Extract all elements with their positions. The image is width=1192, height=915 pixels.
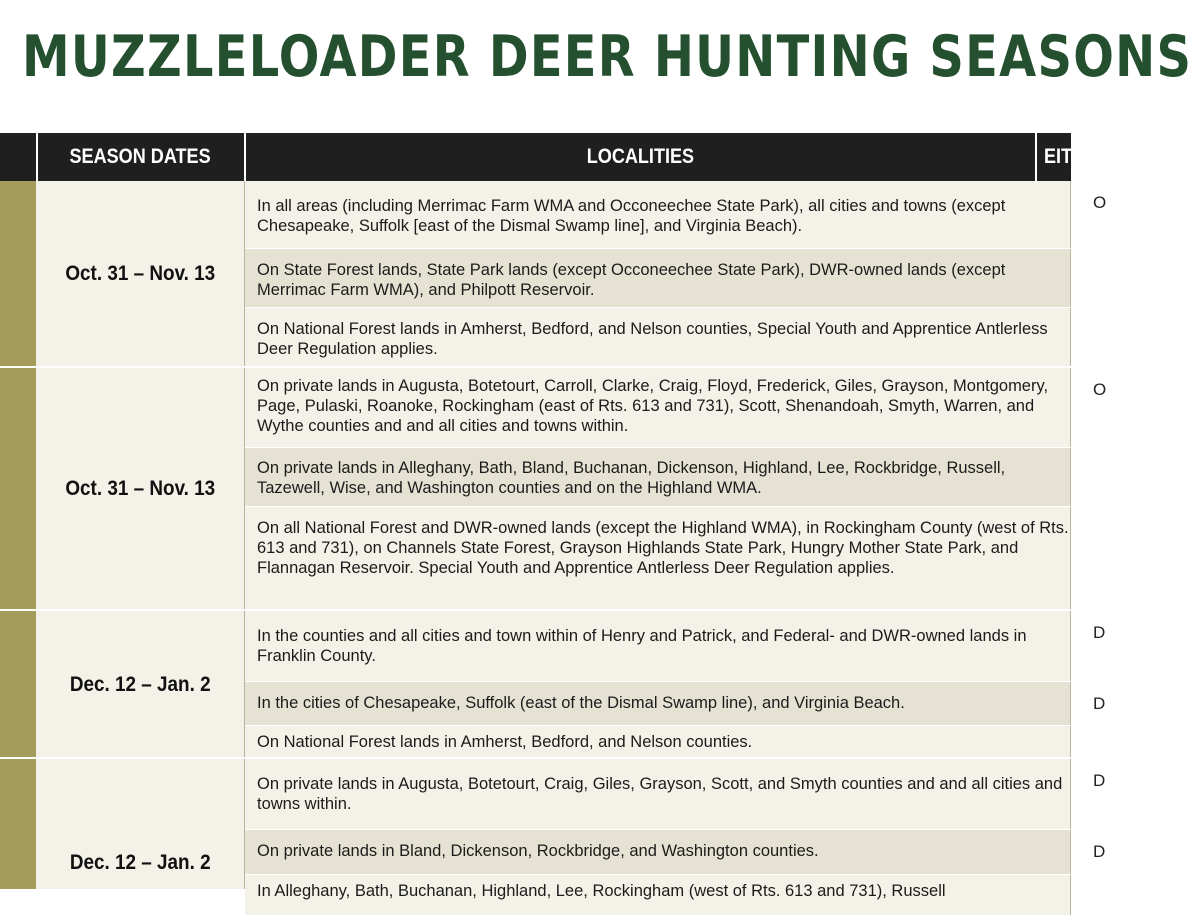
either-sex-cell bbox=[1071, 448, 1111, 506]
header-localities: LOCALITIES bbox=[586, 145, 695, 168]
locality-cell: In the counties and all cities and town within of Henry and Patrick, and Federal- and DWR-owned lands in Franklin County. bbox=[257, 627, 1027, 665]
either-sex-cell bbox=[1071, 308, 1111, 367]
season-block bbox=[36, 181, 1107, 367]
locality-cell: In the cities of Chesapeake, Suffolk (east of the Dismal Swamp line), and Virginia Beach. bbox=[257, 694, 905, 712]
locality-cell: On private lands in Augusta, Botetourt, Carroll, Clarke, Craig, Floyd, Frederick, Giles, Grayson, Montgomery, Page, Pulaski, Roanoke, Rockingham (east of Rts. 613 and 731), Scott, Shenandoah, Smyth, Warren, and Wythe counties and and all cities and towns within. bbox=[257, 377, 1049, 435]
season-block bbox=[36, 759, 1106, 900]
either-sex-cell: D bbox=[1093, 842, 1106, 861]
table-row bbox=[245, 249, 1071, 307]
either-sex-cell bbox=[1071, 507, 1111, 610]
table-row bbox=[245, 759, 1106, 829]
season-date-cell: Dec. 12 – Jan. 2 bbox=[36, 759, 244, 889]
table-header bbox=[0, 133, 1071, 181]
table-row bbox=[245, 830, 1106, 874]
header-season-dates: SEASON DATES bbox=[69, 145, 211, 168]
locality-cell: On private lands in Alleghany, Bath, Bland, Buchanan, Dickenson, Highland, Lee, Rockbridge, Russell, Tazewell, Wise, and Washington counties and on the Highland WMA. bbox=[257, 459, 1006, 497]
locality-cell: On State Forest lands, State Park lands (except Occoneechee State Park), DWR-owned lands (except Merrimac Farm WMA), and Philpott Reservoir. bbox=[257, 261, 1006, 299]
table-row bbox=[245, 368, 1107, 447]
season-date-cell: Oct. 31 – Nov. 13 bbox=[36, 181, 244, 367]
header-divider bbox=[36, 133, 38, 181]
season-block bbox=[36, 611, 1106, 758]
locality-cell: On all National Forest and DWR-owned lands (except the Highland WMA), in Rockingham County (west of Rts. 613 and 731), on Channels State Forest, Grayson Highlands State Park, Hungry Mother State Park, and Flannagan Reservoir. Special Youth and Apprentice Antlerless Deer Regulation applies. bbox=[257, 519, 1069, 577]
season-date-cell: Oct. 31 – Nov. 13 bbox=[36, 368, 244, 610]
locality-cell: In all areas (including Merrimac Farm WMA and Occoneechee State Park), all cities and towns (except Chesapeake, Suffolk [east of the Dismal Swamp line], and Virginia Beach). bbox=[257, 197, 1006, 235]
season-date-cell: Dec. 12 – Jan. 2 bbox=[36, 611, 244, 758]
table-row bbox=[245, 448, 1071, 506]
table-row bbox=[245, 181, 1107, 248]
either-sex-cell: D bbox=[1093, 623, 1106, 642]
table-row bbox=[245, 875, 1071, 915]
page-title: MUZZLELOADER DEER HUNTING SEASONS bbox=[22, 24, 1192, 90]
either-sex-cell bbox=[1071, 875, 1111, 915]
table-row bbox=[245, 726, 1071, 758]
season-block bbox=[36, 368, 1107, 610]
either-sex-cell: O bbox=[1093, 380, 1107, 399]
locality-cell: In Alleghany, Bath, Buchanan, Highland, Lee, Rockingham (west of Rts. 613 and 731), Russell bbox=[257, 882, 946, 900]
locality-cell: On private lands in Augusta, Botetourt, Craig, Giles, Grayson, Scott, and Smyth counties and and all cities and towns within. bbox=[257, 775, 1063, 813]
table-row bbox=[245, 308, 1071, 367]
locality-cell: On National Forest lands in Amherst, Bedford, and Nelson counties. bbox=[257, 733, 753, 751]
either-sex-cell bbox=[1071, 726, 1111, 758]
locality-cell: On private lands in Bland, Dickenson, Rockbridge, and Washington counties. bbox=[257, 842, 819, 860]
either-sex-cell: D bbox=[1093, 771, 1106, 790]
either-sex-cell: D bbox=[1093, 694, 1106, 713]
locality-cell: On National Forest lands in Amherst, Bedford, and Nelson counties, Special Youth and Apprentice Antlerless Deer Regulation applies. bbox=[257, 320, 1048, 358]
side-color-band bbox=[0, 181, 36, 889]
table-row bbox=[245, 682, 1106, 725]
either-sex-cell: O bbox=[1093, 193, 1107, 212]
either-sex-cell bbox=[1071, 249, 1111, 307]
header-either: EIT bbox=[1044, 145, 1073, 168]
header-divider bbox=[1035, 133, 1037, 181]
table-row bbox=[245, 507, 1071, 610]
table-row bbox=[245, 611, 1106, 681]
